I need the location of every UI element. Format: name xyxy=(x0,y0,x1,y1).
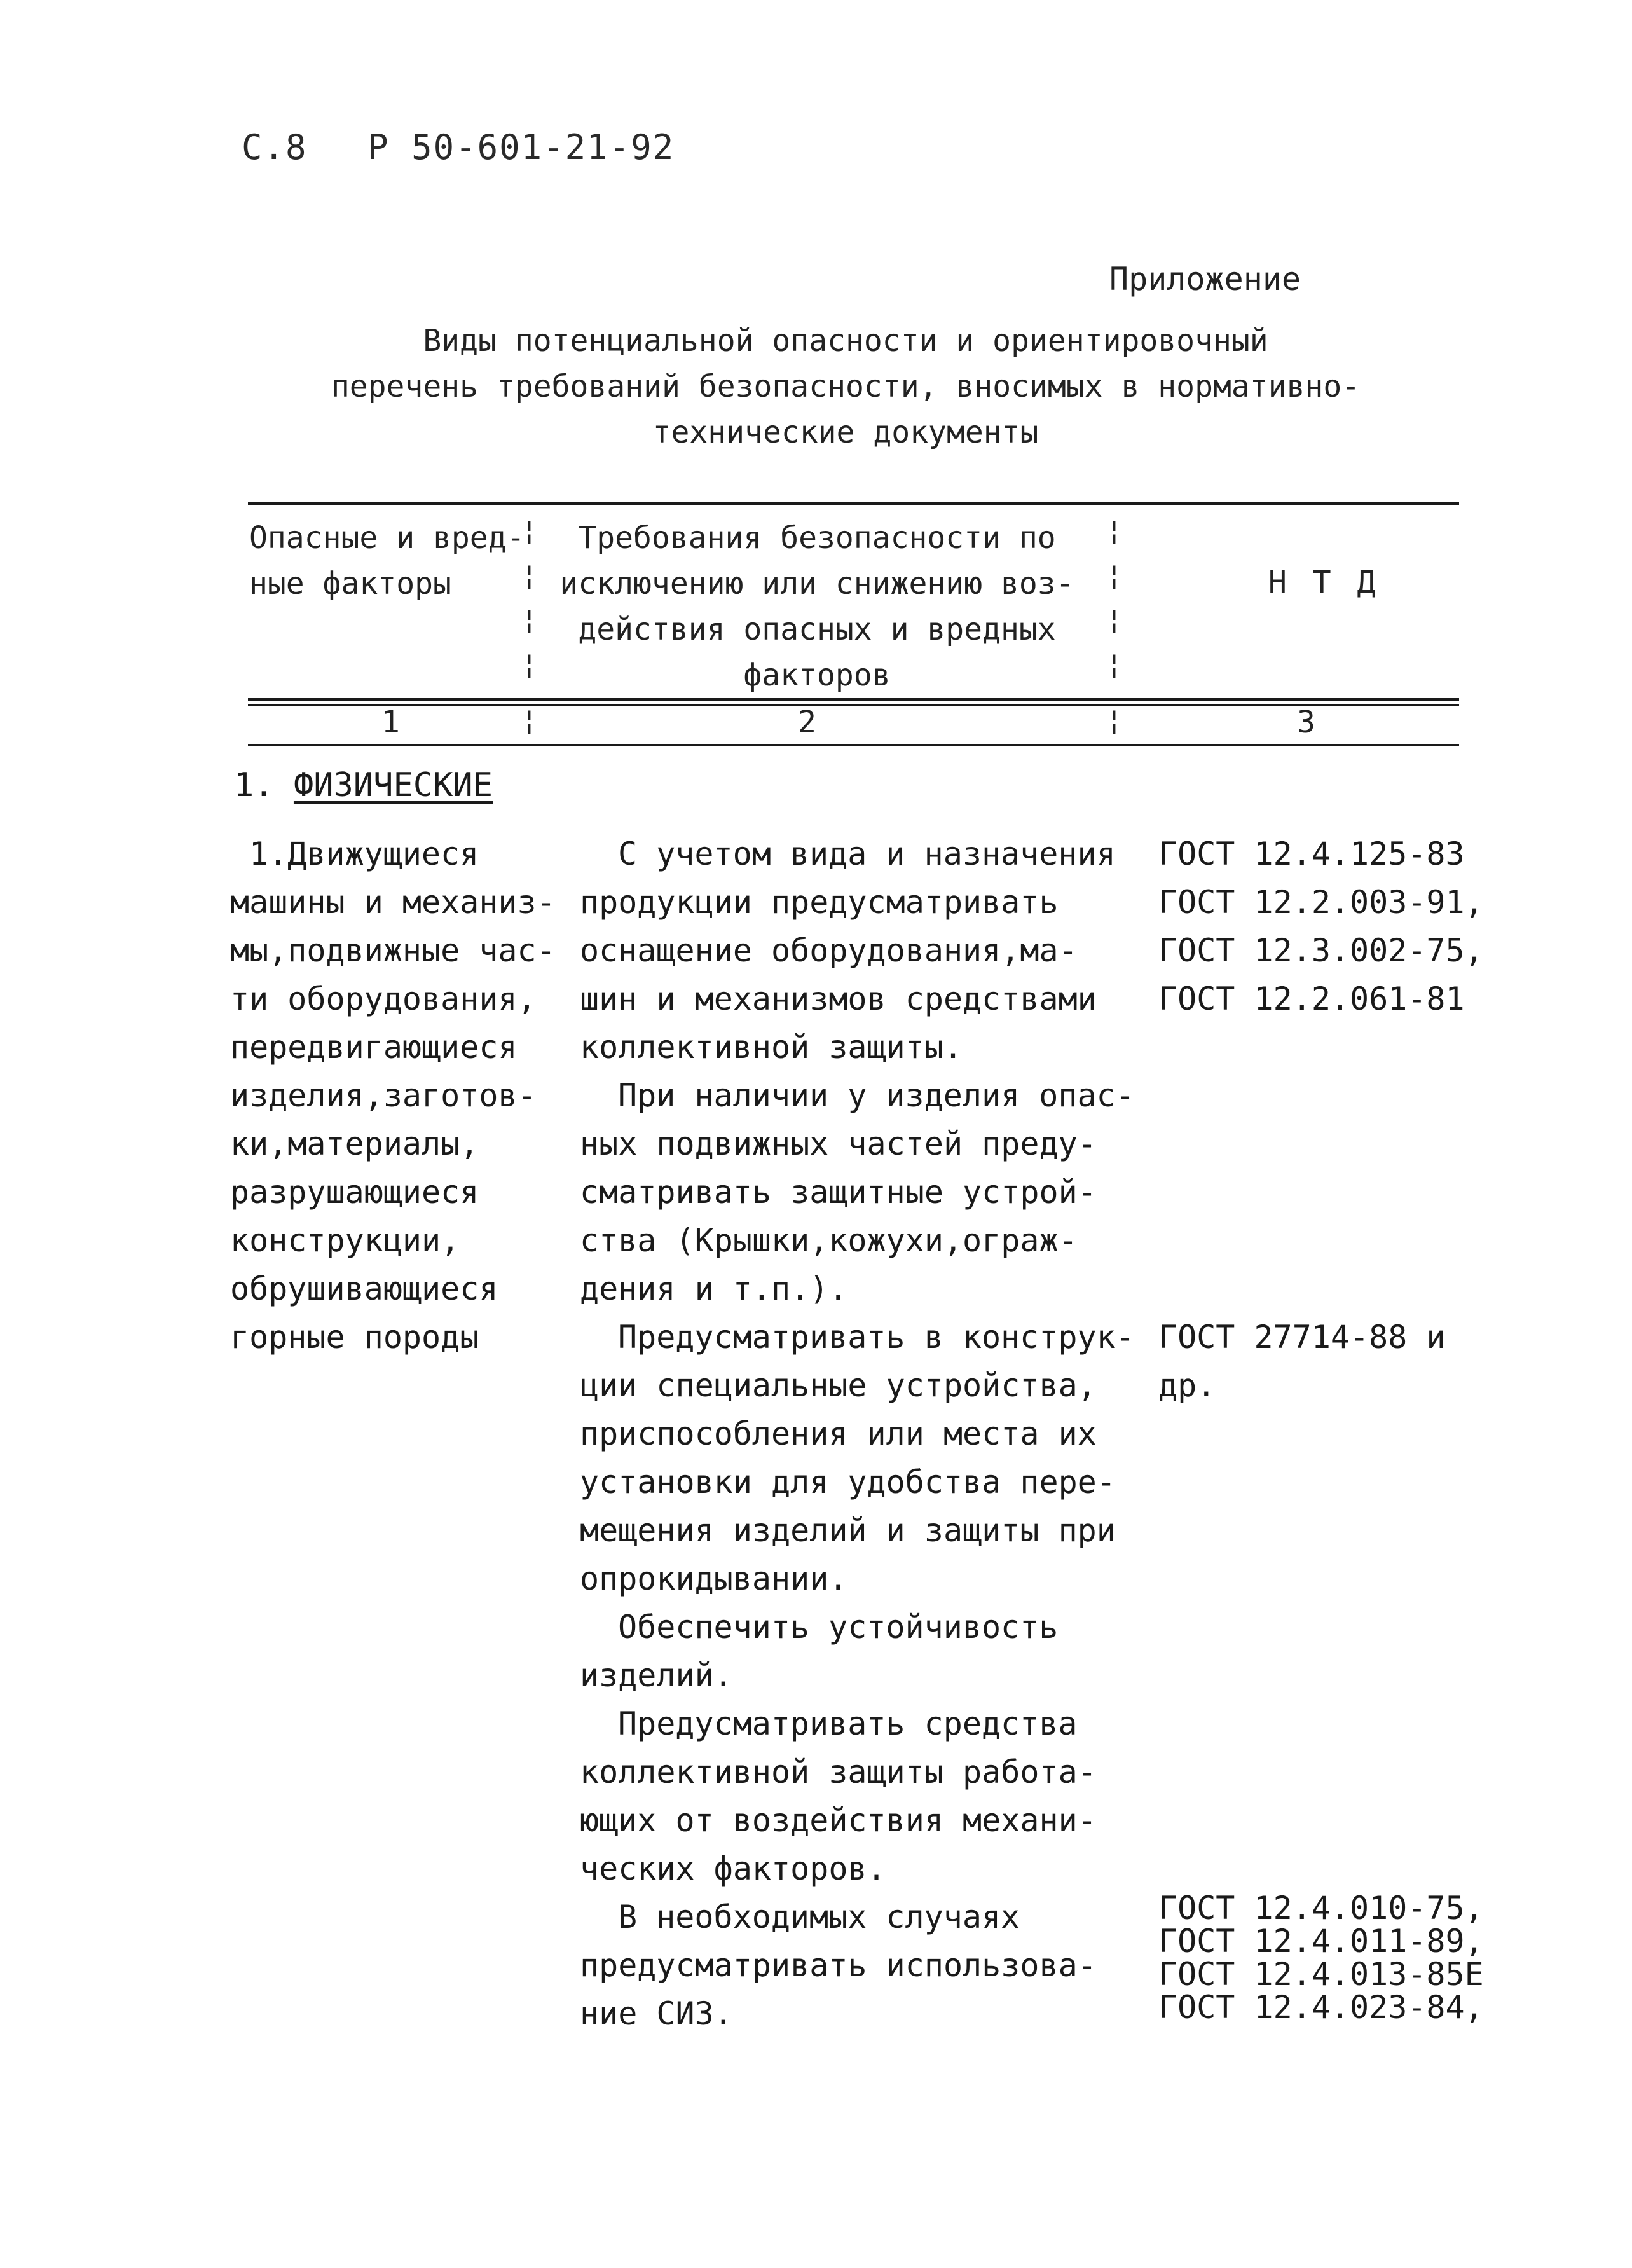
section-title xyxy=(234,766,493,804)
column-separator: ¦ xyxy=(521,704,538,736)
header-col2 xyxy=(537,515,1097,698)
title-line: технические документы xyxy=(652,415,1039,450)
table-header-bottom-rule-double xyxy=(248,704,1459,706)
column-separator: ¦ ¦ ¦ ¦ xyxy=(521,515,538,680)
factor-line: мы,подвижные час- xyxy=(230,932,556,969)
requirement-line: ние СИЗ. xyxy=(580,1995,733,2032)
requirement-paragraph xyxy=(580,1700,1135,1893)
requirement-line: Обеспечить устойчивость xyxy=(618,1609,1059,1646)
requirement-line: предусматривать использова- xyxy=(580,1947,1097,1984)
factor-line: 1.Движущиеся xyxy=(249,835,479,872)
factor-line: конструкции, xyxy=(230,1222,460,1259)
ntd-reference: ГОСТ 12.2.061-81 xyxy=(1158,980,1465,1017)
requirement-line: ющих от воздействия механи- xyxy=(580,1802,1097,1839)
requirement-line: ческих факторов. xyxy=(580,1850,886,1887)
requirement-line: мещения изделий и защиты при xyxy=(580,1512,1116,1549)
factor-line: ти оборудования, xyxy=(230,980,537,1017)
requirement-line: изделий. xyxy=(580,1657,733,1694)
page-header xyxy=(242,127,713,167)
requirement-line: При наличии у изделия опас- xyxy=(618,1077,1135,1114)
ntd-reference: ГОСТ 12.2.003-91, xyxy=(1158,884,1484,921)
ntd-reference: ГОСТ 12.4.023-84, xyxy=(1158,1989,1484,2026)
requirement-line: ных подвижных частей преду- xyxy=(580,1125,1097,1162)
ntd-reference: ГОСТ 12.4.013-85Е xyxy=(1158,1956,1484,1993)
ntd-group xyxy=(1158,830,1484,1023)
ntd-reference: ГОСТ 27714-88 и xyxy=(1158,1319,1446,1356)
requirement-line: сматривать защитные устрой- xyxy=(580,1174,1097,1211)
factor-column xyxy=(230,830,556,1361)
factor-line: машины и механиз- xyxy=(230,884,556,921)
header-col1-line: ные факторы xyxy=(249,566,451,601)
document-title xyxy=(242,318,1450,455)
header-col2-line: действия опасных и вредных xyxy=(578,612,1056,647)
section-number: 1. xyxy=(234,766,274,804)
requirement-paragraph xyxy=(580,830,1135,1071)
factor-line: обрушивающиеся xyxy=(230,1270,498,1307)
requirements-column xyxy=(580,830,1135,2038)
requirement-paragraph xyxy=(580,1603,1135,1700)
requirement-line: продукции предусматривать xyxy=(580,884,1059,921)
requirement-line: установки для удобства пере- xyxy=(580,1464,1116,1501)
factor-line: передвигающиеся xyxy=(230,1029,518,1066)
page-number: С.8 xyxy=(242,127,308,167)
ntd-group xyxy=(1158,1892,1484,2024)
requirement-line: В необходимых случаях xyxy=(618,1899,1020,1935)
factor-line: горные породы xyxy=(230,1319,479,1356)
ntd-reference: ГОСТ 12.4.125-83 xyxy=(1158,835,1465,872)
section-name: ФИЗИЧЕСКИЕ xyxy=(293,766,493,804)
factor-line: разрушающиеся xyxy=(230,1174,479,1211)
requirement-paragraph xyxy=(580,1893,1135,2038)
header-col1 xyxy=(249,515,525,607)
requirement-line: шин и механизмов средствами xyxy=(580,980,1097,1017)
column-number: 3 xyxy=(1297,704,1315,740)
requirement-line: дения и т.п.). xyxy=(580,1270,848,1307)
requirement-line: коллективной защиты работа- xyxy=(580,1754,1097,1790)
ntd-reference: ГОСТ 12.3.002-75, xyxy=(1158,932,1484,969)
requirement-paragraph xyxy=(580,1313,1135,1603)
column-number: 1 xyxy=(381,704,400,740)
requirement-line: Предусматривать в конструк- xyxy=(618,1319,1135,1356)
table-header-bottom-rule xyxy=(248,698,1459,701)
requirement-line: коллективной защиты. xyxy=(580,1029,963,1066)
factor-line: ки,материалы, xyxy=(230,1125,479,1162)
document-code: Р 50-601-21-92 xyxy=(367,127,675,167)
ntd-reference: ГОСТ 12.4.010-75, xyxy=(1158,1890,1484,1927)
requirement-line: ции специальные устройства, xyxy=(580,1367,1097,1404)
requirement-line: С учетом вида и назначения xyxy=(618,835,1116,872)
column-separator: ¦ xyxy=(1106,704,1123,736)
column-separator: ¦ ¦ ¦ ¦ xyxy=(1106,515,1123,680)
ntd-reference: ГОСТ 12.4.011-89, xyxy=(1158,1923,1484,1960)
requirement-line: Предусматривать средства xyxy=(618,1705,1078,1742)
title-line: перечень требований безопасности, вносимых в нормативно- xyxy=(331,369,1361,404)
requirement-line: опрокидывании. xyxy=(580,1560,848,1597)
ntd-reference: др. xyxy=(1158,1367,1216,1404)
ntd-group xyxy=(1158,1313,1446,1410)
column-number: 2 xyxy=(798,704,816,740)
header-col2-line: исключению или снижению воз- xyxy=(559,566,1074,601)
appendix-label: Приложение xyxy=(1109,261,1301,298)
header-col1-line: Опасные и вред- xyxy=(249,520,525,556)
header-col3: Н Т Д xyxy=(1268,565,1380,600)
requirement-paragraph xyxy=(580,1071,1135,1313)
table-top-rule xyxy=(248,502,1459,505)
title-line: Виды потенциальной опасности и ориентировочный xyxy=(423,323,1268,359)
table-numbers-rule xyxy=(248,744,1459,746)
header-col2-line: Требования безопасности по xyxy=(578,520,1056,556)
requirement-line: ства (Крышки,кожухи,ограж- xyxy=(580,1222,1078,1259)
requirement-line: приспособления или места их xyxy=(580,1415,1097,1452)
requirement-line: оснащение оборудования,ма- xyxy=(580,932,1078,969)
factor-line: изделия,заготов- xyxy=(230,1077,537,1114)
header-col2-line: факторов xyxy=(743,657,891,693)
